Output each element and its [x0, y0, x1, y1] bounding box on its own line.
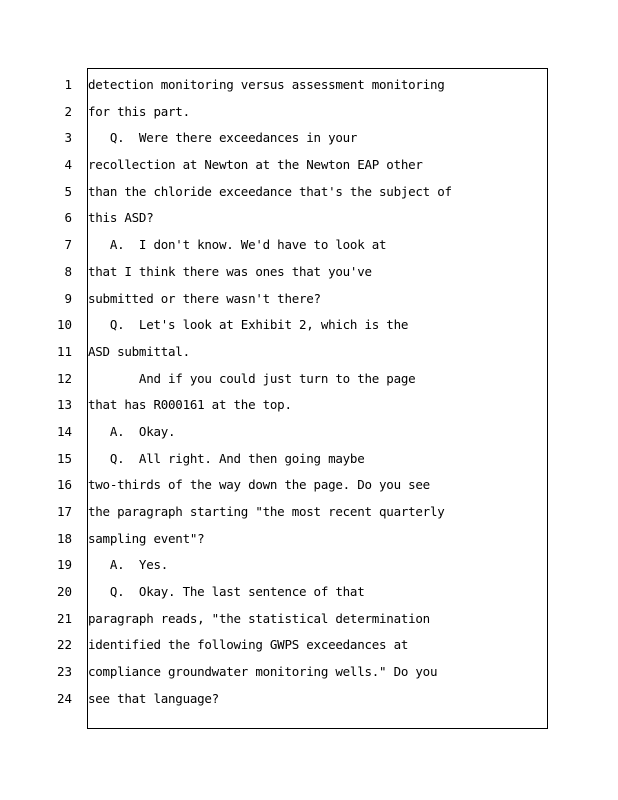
line-number: 6 — [64, 210, 72, 226]
line-number: 7 — [64, 237, 72, 253]
transcript-line — [0, 125, 618, 152]
line-number: 5 — [64, 183, 72, 199]
line-number: 23 — [56, 664, 72, 680]
transcript-line — [0, 366, 618, 393]
line-text: that I think there was ones that you've — [88, 263, 372, 279]
line-text: sampling event"? — [88, 530, 205, 546]
transcript-line — [0, 286, 618, 313]
line-number: 1 — [64, 77, 72, 92]
line-text: than the chloride exceedance that's the subject of — [88, 183, 452, 199]
line-text: Q. Okay. The last sentence of that — [88, 584, 365, 600]
transcript-line — [0, 312, 618, 339]
line-text: detection monitoring versus assessment monitoring — [88, 77, 445, 92]
line-text: for this part. — [88, 103, 190, 119]
line-text: two-thirds of the way down the page. Do you see — [88, 477, 430, 493]
line-number: 3 — [64, 130, 72, 146]
transcript-line — [0, 99, 618, 126]
line-number: 17 — [56, 504, 72, 519]
transcript-line — [0, 526, 618, 553]
line-text: that has R000161 at the top. — [88, 397, 292, 413]
line-text: Q. All right. And then going maybe — [88, 450, 365, 466]
line-number: 13 — [56, 397, 72, 413]
line-number: 9 — [64, 290, 72, 306]
transcript-line — [0, 632, 618, 659]
line-number: 22 — [56, 637, 72, 653]
line-text: A. Okay. — [88, 423, 176, 439]
line-text: identified the following GWPS exceedances at — [88, 637, 409, 653]
line-number: 10 — [56, 317, 72, 333]
line-number: 24 — [56, 690, 72, 706]
line-number: 4 — [64, 157, 72, 173]
transcript-line — [0, 339, 618, 366]
line-number: 16 — [56, 477, 72, 493]
transcript-line — [0, 472, 618, 499]
line-number: 8 — [64, 263, 72, 279]
line-number: 15 — [56, 450, 72, 466]
line-number: 12 — [56, 370, 72, 386]
line-text: this ASD? — [88, 210, 154, 226]
transcript-line — [0, 232, 618, 259]
line-text: submitted or there wasn't there? — [88, 290, 321, 306]
transcript-line — [0, 686, 618, 713]
transcript-line — [0, 579, 618, 606]
transcript-line — [0, 179, 618, 206]
line-number: 11 — [56, 343, 72, 359]
transcript-line — [0, 72, 618, 99]
line-number: 19 — [56, 557, 72, 573]
transcript-line — [0, 552, 618, 579]
transcript-line — [0, 606, 618, 633]
line-text: A. Yes. — [88, 557, 169, 573]
line-text: ASD submittal. — [88, 343, 190, 359]
line-text: paragraph reads, "the statistical determination — [88, 610, 430, 626]
line-number: 18 — [56, 530, 72, 546]
transcript-lines — [0, 72, 618, 713]
transcript-line — [0, 152, 618, 179]
line-number: 20 — [56, 584, 72, 600]
line-number: 14 — [56, 423, 72, 439]
line-number: 2 — [64, 103, 72, 119]
line-text: the paragraph starting "the most recent quarterly — [88, 504, 445, 519]
line-text: A. I don't know. We'd have to look at — [88, 237, 387, 253]
line-text: see that language? — [88, 690, 219, 706]
line-text: compliance groundwater monitoring wells." Do you — [88, 664, 438, 680]
transcript-line — [0, 659, 618, 686]
line-text: And if you could just turn to the page — [88, 370, 416, 386]
transcript-line — [0, 446, 618, 473]
transcript-line — [0, 419, 618, 446]
transcript-line — [0, 259, 618, 286]
transcript-line — [0, 392, 618, 419]
transcript-line — [0, 499, 618, 526]
line-text: Q. Let's look at Exhibit 2, which is the — [88, 317, 409, 333]
line-number: 21 — [56, 610, 72, 626]
line-text: recollection at Newton at the Newton EAP other — [88, 157, 423, 173]
line-text: Q. Were there exceedances in your — [88, 130, 358, 146]
transcript-line — [0, 205, 618, 232]
